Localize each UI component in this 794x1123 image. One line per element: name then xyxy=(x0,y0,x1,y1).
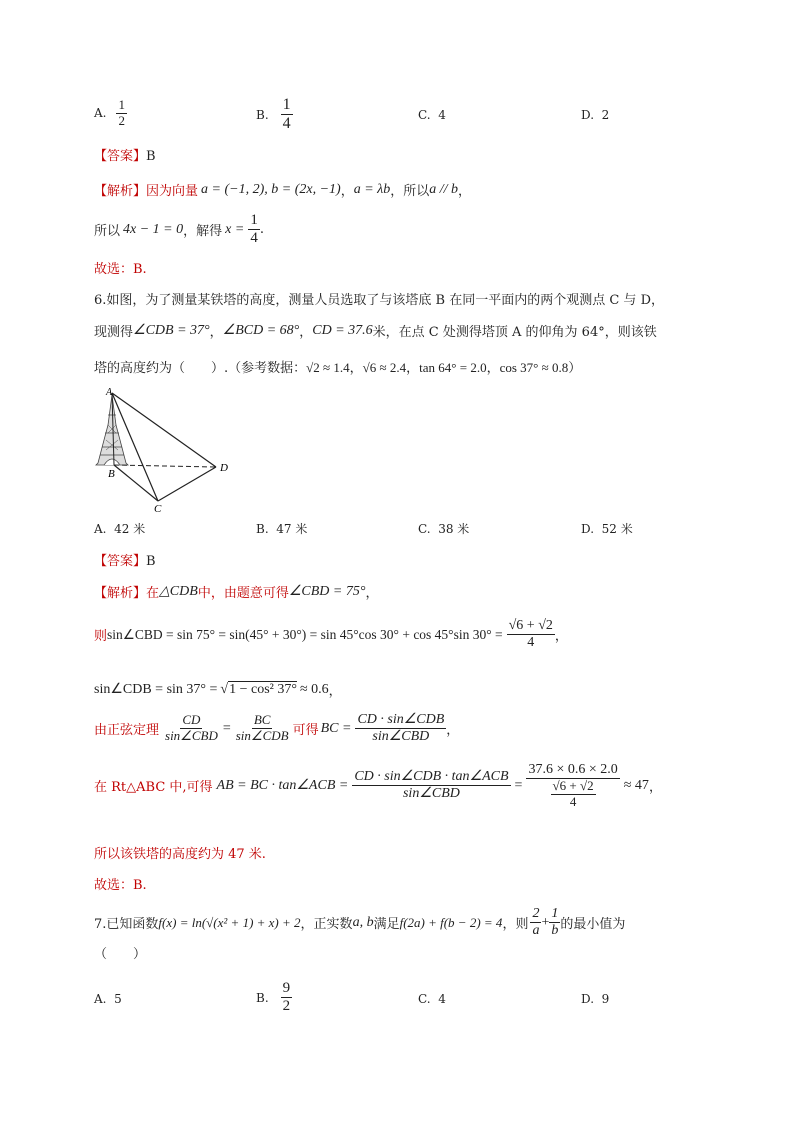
punct: ， xyxy=(648,780,662,796)
q6-option-a xyxy=(94,520,145,537)
q5-answer xyxy=(94,145,156,164)
denominator: sin∠CDB xyxy=(235,728,289,744)
q6-stem-line2 xyxy=(94,321,657,340)
option-letter: D. xyxy=(581,992,595,1006)
q6-option-d xyxy=(581,520,633,537)
denominator: a xyxy=(532,923,540,939)
parallel-relation: a // b xyxy=(429,181,459,197)
edge-bc xyxy=(114,465,158,501)
sine-rule-lhs xyxy=(163,713,220,744)
analysis-text: 所以 xyxy=(94,224,121,240)
denominator xyxy=(549,779,598,810)
analysis-text: 在 xyxy=(146,586,160,601)
q6-analysis-line4 xyxy=(94,712,459,745)
option-letter: C. xyxy=(418,992,431,1006)
approx-value: ≈ 47 xyxy=(623,777,649,793)
inner-denominator: 4 xyxy=(569,794,577,810)
q5-option-b xyxy=(256,96,293,134)
label-b: B xyxy=(108,468,115,480)
analysis-text: 在 Rt△ABC 中,可得 xyxy=(94,780,213,796)
numerator: 1 xyxy=(549,906,560,923)
option-value: 2 xyxy=(601,108,610,122)
stem-text: 现测得 xyxy=(94,325,134,340)
equals: = xyxy=(514,777,523,793)
punct: ， xyxy=(446,723,460,739)
q6-analysis-line6: 所以该铁塔的高度约为 47 米. xyxy=(94,847,266,862)
length-cd: CD = 37.6 xyxy=(312,322,373,338)
q7-option-a xyxy=(94,992,122,1006)
punct: ） xyxy=(568,361,582,376)
option-fraction xyxy=(116,98,127,129)
denominator: sin∠CBD xyxy=(165,728,218,744)
variables: a, b xyxy=(352,914,374,930)
vector-expression: a = (−1, 2), b = (2x, −1) xyxy=(201,181,341,197)
denominator: 4 xyxy=(527,635,535,651)
q5-conclusion: 故选：B. xyxy=(94,262,147,277)
option-value: 47 米 xyxy=(276,522,308,536)
stem-text: ，则 xyxy=(502,917,529,933)
denominator: sin∠CBD xyxy=(402,786,460,802)
option-value: 5 xyxy=(114,992,122,1006)
sin-cdb: sin∠CDB = sin 37° = xyxy=(94,682,218,697)
inner-numerator: √6 + √2 xyxy=(552,778,594,794)
option-fraction xyxy=(281,96,293,134)
q5-option-c xyxy=(418,108,446,122)
denominator: 4 xyxy=(282,115,291,133)
q6-conclusion: 故选：B. xyxy=(94,878,147,893)
punct: ， xyxy=(554,629,568,645)
option-letter: A. xyxy=(94,522,107,536)
numerator: CD · sin∠CDB xyxy=(355,712,446,729)
sine-rule-rhs xyxy=(234,713,291,744)
q7-option-d xyxy=(581,992,609,1006)
ab-expression: AB = BC · tan∠ACB = xyxy=(216,778,349,794)
analysis-text: 由正弦定理 xyxy=(94,723,160,739)
numerator: 2 xyxy=(530,906,541,923)
denominator: sin∠CBD xyxy=(372,729,430,745)
option-letter: B. xyxy=(256,522,269,536)
vector-relation: a = λb xyxy=(353,181,391,197)
angle-bcd: ∠BCD = 68° xyxy=(222,323,300,338)
analysis-text: 可得 xyxy=(292,723,319,739)
option-value: 9 xyxy=(601,992,610,1006)
answer-label: 【答案】 xyxy=(94,149,147,164)
analysis-label: 【解析】 xyxy=(94,184,147,199)
numerator: 1 xyxy=(118,97,125,112)
stem-text: 米，在点 C 处测得塔顶 A 的仰角为 64°，则该铁 xyxy=(372,325,657,340)
punct: ， xyxy=(458,184,472,199)
denominator: b xyxy=(551,923,559,939)
triangle-cdb: △CDB xyxy=(159,584,198,599)
punct: . xyxy=(259,222,264,238)
stem-text: 塔的高度约为（ ）.（参考数据： xyxy=(94,361,307,376)
numerator: CD · sin∠CDB · tan∠ACB xyxy=(352,769,510,786)
numerator: 37.6 × 0.6 × 2.0 xyxy=(526,762,619,779)
stem-text: ，正实数 xyxy=(300,917,353,933)
numeric-fraction xyxy=(526,762,619,810)
analysis-text: 中，由题意可得 xyxy=(197,586,289,601)
denominator: 2 xyxy=(118,112,125,128)
angle-cbd: ∠CBD = 75° xyxy=(288,584,366,599)
stem-text: 7.已知函数 xyxy=(94,917,159,933)
option-letter: D. xyxy=(581,522,595,536)
analysis-text: ，所以 xyxy=(390,184,430,199)
answer-value: B xyxy=(146,554,156,569)
option-value: 4 xyxy=(438,108,446,122)
q6-stem-line3 xyxy=(94,357,581,376)
solution-fraction xyxy=(248,212,260,248)
punct: ， xyxy=(365,586,379,601)
label-a: A xyxy=(106,387,113,398)
fraction-2-over-a xyxy=(530,906,541,939)
q6-analysis-line1 xyxy=(94,582,378,601)
label-c: C xyxy=(154,503,162,515)
option-fraction xyxy=(281,980,293,1016)
analysis-text: 因为向量 xyxy=(146,184,199,199)
sin-cbd-expansion: sin∠CBD = sin 75° = sin(45° + 30°) = sin 45°cos 30° + cos 45°sin 30° = xyxy=(107,626,503,642)
ab-fraction xyxy=(352,769,510,802)
function-definition: f(x) = ln(√(x² + 1) + x) + 2 xyxy=(158,914,301,930)
bc-label: BC = xyxy=(320,720,352,736)
equals: = xyxy=(222,720,231,736)
result-fraction xyxy=(507,618,555,651)
answer-value: B xyxy=(146,149,156,164)
label-d: D xyxy=(220,462,228,474)
q6-analysis-line5 xyxy=(94,762,662,810)
analysis-text: ，解得 xyxy=(183,224,223,240)
reference-data: √2 ≈ 1.4，√6 ≈ 2.4，tan 64° = 2.0，cos 37° ≈ 0.8 xyxy=(306,360,569,375)
numerator: BC xyxy=(253,712,271,728)
angle-cdb: ∠CDB = 37° xyxy=(133,323,210,338)
numerator: 1 xyxy=(281,96,293,115)
fraction-1-over-b xyxy=(549,906,560,939)
edge-bd xyxy=(114,465,216,467)
analysis-label: 【解析】 xyxy=(94,586,147,601)
inner-fraction xyxy=(551,779,596,810)
q7-option-c xyxy=(418,992,446,1006)
q6-stem-line1: 6.如图，为了测量某铁塔的高度，测量人员选取了与该塔底 B 在同一平面内的两个观测点 C 与 D， xyxy=(94,293,664,308)
q6-answer xyxy=(94,550,156,569)
q6-analysis-line2 xyxy=(94,618,568,651)
condition: f(2a) + f(b − 2) = 4 xyxy=(399,914,503,930)
option-letter: C. xyxy=(418,108,431,122)
option-letter: A. xyxy=(94,992,107,1006)
q5-option-a xyxy=(94,98,127,129)
punct: ， xyxy=(340,184,354,199)
plus: + xyxy=(541,914,550,930)
option-value: 42 米 xyxy=(114,522,146,536)
answer-label: 【答案】 xyxy=(94,554,147,569)
option-value: 4 xyxy=(438,992,446,1006)
denominator: 2 xyxy=(282,998,291,1015)
option-value: 38 米 xyxy=(438,522,470,536)
approx-value: ≈ 0.6 xyxy=(299,681,329,697)
tower-diagram xyxy=(90,385,240,515)
analysis-text: 则 xyxy=(94,629,108,645)
numerator: √6 + √2 xyxy=(507,618,555,635)
q5-option-d xyxy=(581,108,609,122)
q7-option-b xyxy=(256,980,292,1016)
q5-analysis-line1 xyxy=(94,180,471,199)
q6-analysis-line3: sin∠CDB = sin 37° = √ 1 − cos² 37° ≈ 0.6 ， xyxy=(94,681,342,699)
equation: 4x − 1 = 0 xyxy=(123,221,184,237)
q6-option-c xyxy=(418,520,469,537)
q5-analysis-line2 xyxy=(94,212,264,248)
numerator: 1 xyxy=(248,212,260,230)
q7-stem-line1 xyxy=(94,906,625,939)
stem-text: 的最小值为 xyxy=(560,917,626,933)
punct: ， xyxy=(299,325,313,340)
sqrt-content: 1 − cos² 37° xyxy=(229,682,297,697)
option-letter: B. xyxy=(256,990,269,1005)
punct: ， xyxy=(209,325,223,340)
punct: ， xyxy=(328,684,342,699)
option-letter: C. xyxy=(418,522,431,536)
q7-stem-line2: （ ） xyxy=(94,947,147,962)
option-value: 52 米 xyxy=(601,522,633,536)
edge-cd xyxy=(158,467,216,501)
q6-figure xyxy=(90,385,240,515)
bc-fraction xyxy=(355,712,446,745)
q6-option-b xyxy=(256,520,307,537)
option-letter: D. xyxy=(581,108,595,122)
denominator: 4 xyxy=(250,230,258,247)
numerator: 9 xyxy=(281,980,293,998)
option-letter: B. xyxy=(256,107,269,122)
option-letter: A. xyxy=(94,106,107,121)
stem-text: 满足 xyxy=(373,917,400,933)
numerator: CD xyxy=(182,712,201,728)
solution-var: x = xyxy=(225,221,245,237)
